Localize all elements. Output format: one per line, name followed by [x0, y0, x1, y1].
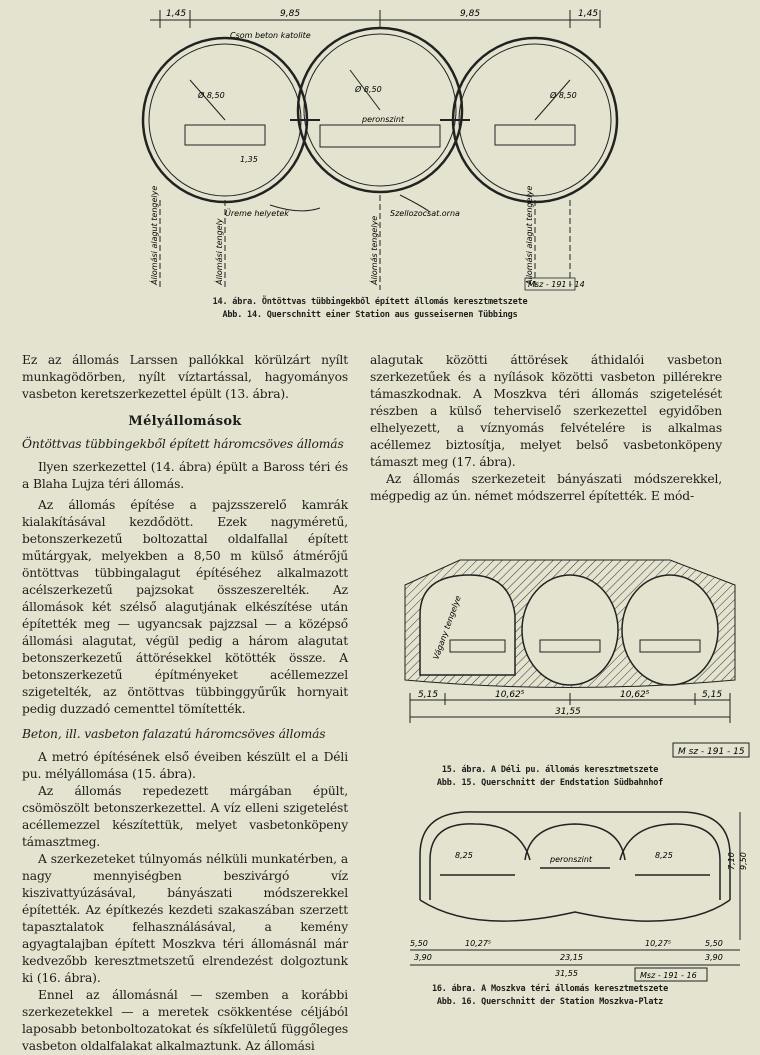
fig15-stamp: M sz - 191 - 15 — [678, 747, 745, 757]
fig15-dim-3: 10,62⁵ — [620, 690, 650, 700]
fig14-stamp: Msz - 191 - 14 — [528, 280, 585, 289]
fig15-dim-4: 5,15 — [702, 690, 723, 700]
fig14-dim-1: 1,45 — [166, 9, 187, 19]
left-paragraph-6: A szerkezeteket túlnyomás nélküli munkatérben, a nagy mennyiségben beszivárgó víz kiszivattyúzásával, bányászati módszerekkel építették. Az építkezés kezdeti szakaszában szerzett tapasztalatok felhasználásával, a kemény agyagtalajban épített Moszkva téri állomásnál már kedvezőbb keresztmetszetű elrendezést dolgoztunk ki (16. ábra). — [22, 852, 348, 985]
section-heading: Mélyállomások — [128, 414, 242, 429]
fig16-peron: peronszint — [550, 855, 593, 864]
fig16-mid-dim-2: 23,15 — [560, 953, 583, 962]
left-column — [22, 352, 348, 1055]
fig15-caption-de: Abb. 15. Querschnitt der Endstation Südbahnhof — [436, 778, 664, 788]
fig16-bot-dim-1: 5,50 — [410, 939, 428, 948]
fig16-right-dim-2: 7,10 — [727, 852, 736, 870]
right-paragraph-1: alagutak közötti áttörések áthidalói vasbeton szerkezetűek és a nyílások közötti vasbeton pillérekre támaszkodnak. A Moszkva téri állomás szigetelését részben a külső teherviselő szerkezettel egyidőben elhelyezett, a víznyomás felvételére is alkalmas acéllemez biztosítja, melyet belső vasbetonköpeny támaszt meg (17. ábra). — [370, 353, 722, 469]
fig14-dia-1: Ø 8,50 — [198, 91, 225, 100]
fig16-stamp: Msz - 191 - 16 — [640, 971, 697, 980]
fig14-axis-2: Állomási tengely — [215, 218, 224, 285]
fig14-beton-label: Csom beton katolite — [230, 31, 311, 40]
fig14-dim-2: 9,85 — [280, 9, 301, 19]
fig16-top-dim-2: 8,25 — [655, 851, 673, 860]
fig16-caption-de: Abb. 16. Querschnitt der Station Moszkva-Platz — [436, 997, 664, 1007]
left-paragraph-5: Az állomás repedezett márgában épült, csömöszölt betonszerkezettel. A víz elleni szigetelést acéllemezzel készítettük, melyet vasbetonköpeny támasztmeg. — [22, 784, 348, 849]
fig16-total: 31,55 — [555, 969, 578, 978]
figure-16-drawing — [400, 800, 755, 985]
fig14-peron-label: peronszint — [362, 115, 405, 124]
fig14-dim-4: 1,45 — [578, 9, 599, 19]
left-paragraph-1: Ez az állomás Larssen pallókkal körülzárt nyílt munkagödörben, nyílt víztartással, hagyományos vasbeton keretszerkezettel épült (13. ábra). — [22, 353, 348, 401]
fig15-label: Vágany tengelye — [431, 594, 463, 661]
left-paragraph-2: Ilyen szerkezettel (14. ábra) épült a Baross téri és a Blaha Lujza téri állomás. — [22, 460, 348, 491]
fig16-caption-hu: 16. ábra. A Moszkva téri állomás keresztmetszete — [431, 984, 669, 994]
fig14-caption-hu: 14. ábra. Öntöttvas tübbingekből épített állomás keresztmetszete — [212, 297, 528, 307]
fig14-axis-1: Állomási alagut tengelye — [150, 185, 159, 285]
fig16-bot-dim-2: 3,90 — [414, 953, 432, 962]
fig15-total: 31,55 — [555, 707, 581, 717]
fig14-caption-de: Abb. 14. Querschnitt einer Station aus gusseisernen Tübbings — [222, 310, 518, 320]
fig14-drain-label: Szellozocsat.orna — [390, 209, 460, 218]
figure-16-caption — [390, 983, 710, 1009]
fig14-dim-135: 1,35 — [240, 155, 258, 164]
figure-14-drawing — [130, 0, 630, 300]
fig14-axis-4: Állomási alagut tengelye — [525, 185, 534, 285]
fig16-mid-dim-1: 10,27⁵ — [465, 939, 492, 948]
fig16-right-dim-1: 9,50 — [739, 852, 748, 870]
left-paragraph-3: Az állomás építése a pajzsszerelő kamrák kialakításával kezdődött. Ezek nagyméretű, betonszerkezetű boltozattal oldalfallal épített műtárgyak, melyekben a 8,50 m külső átmérőjű öntöttvas tübbingalagut építéséhez alkalmazott acélszerkezetű pajzsokat összeszerelték. Az állomások két szélső alagutjának elkészítése után építették meg — ugyancsak pajzzsal — a középső állomási alagutat, végül pedig a három alagutat betonszerkezetű áttörésekkel kötötték össze. A betonszerkezetű építményeket acéllemezzel szigetelték, az öntöttvas tübbinggyűrűk hornyait pedig duzzadó cementtel tömítették. — [22, 498, 348, 716]
fig16-top-dim-1: 8,25 — [455, 851, 473, 860]
fig15-dim-1: 5,15 — [418, 690, 439, 700]
right-paragraph-2: Az állomás szerkezeteit bányászati módszerekkel, mégpedig az ún. német módszerrel építették. E mód- — [370, 472, 722, 503]
figure-14-caption — [150, 296, 590, 322]
fig15-caption-hu: 15. ábra. A Déli pu. állomás keresztmetszete — [441, 765, 659, 775]
fig14-dia-2: Ø 8,50 — [355, 85, 382, 94]
fig14-dim-3: 9,85 — [460, 9, 481, 19]
fig15-dim-2: 10,62⁵ — [495, 690, 525, 700]
left-paragraph-4: A metró építésének első éveiben készült el a Déli pu. mélyállomása (15. ábra). — [22, 750, 348, 781]
fig14-dia-3: Ø 8,50 — [550, 91, 577, 100]
subheading-1: Öntöttvas tübbingekből épített háromcsöves állomás — [22, 437, 344, 451]
right-column — [370, 352, 722, 505]
fig16-bot-dim-3: 5,50 — [705, 939, 723, 948]
figure-15-caption — [390, 764, 710, 790]
fig14-axis-3: Állomás tengelye — [370, 215, 379, 285]
fig14-tunnel-label: Üreme helyetek — [225, 209, 289, 218]
subheading-2: Beton, ill. vasbeton falazatú háromcsöves állomás — [22, 727, 326, 741]
left-paragraph-7: Ennel az állomásnál — szemben a korábbi szerkezetekkel — a meretek csökkentése céljából laposabb betonboltozatokat és síkfelületű függőleges vasbeton oldalfalakat alkalmaztunk. Az állomási — [22, 988, 348, 1053]
fig16-bot-dim-4: 3,90 — [705, 953, 723, 962]
fig16-mid-dim-3: 10,27⁵ — [645, 939, 672, 948]
figure-15-drawing — [390, 545, 755, 760]
